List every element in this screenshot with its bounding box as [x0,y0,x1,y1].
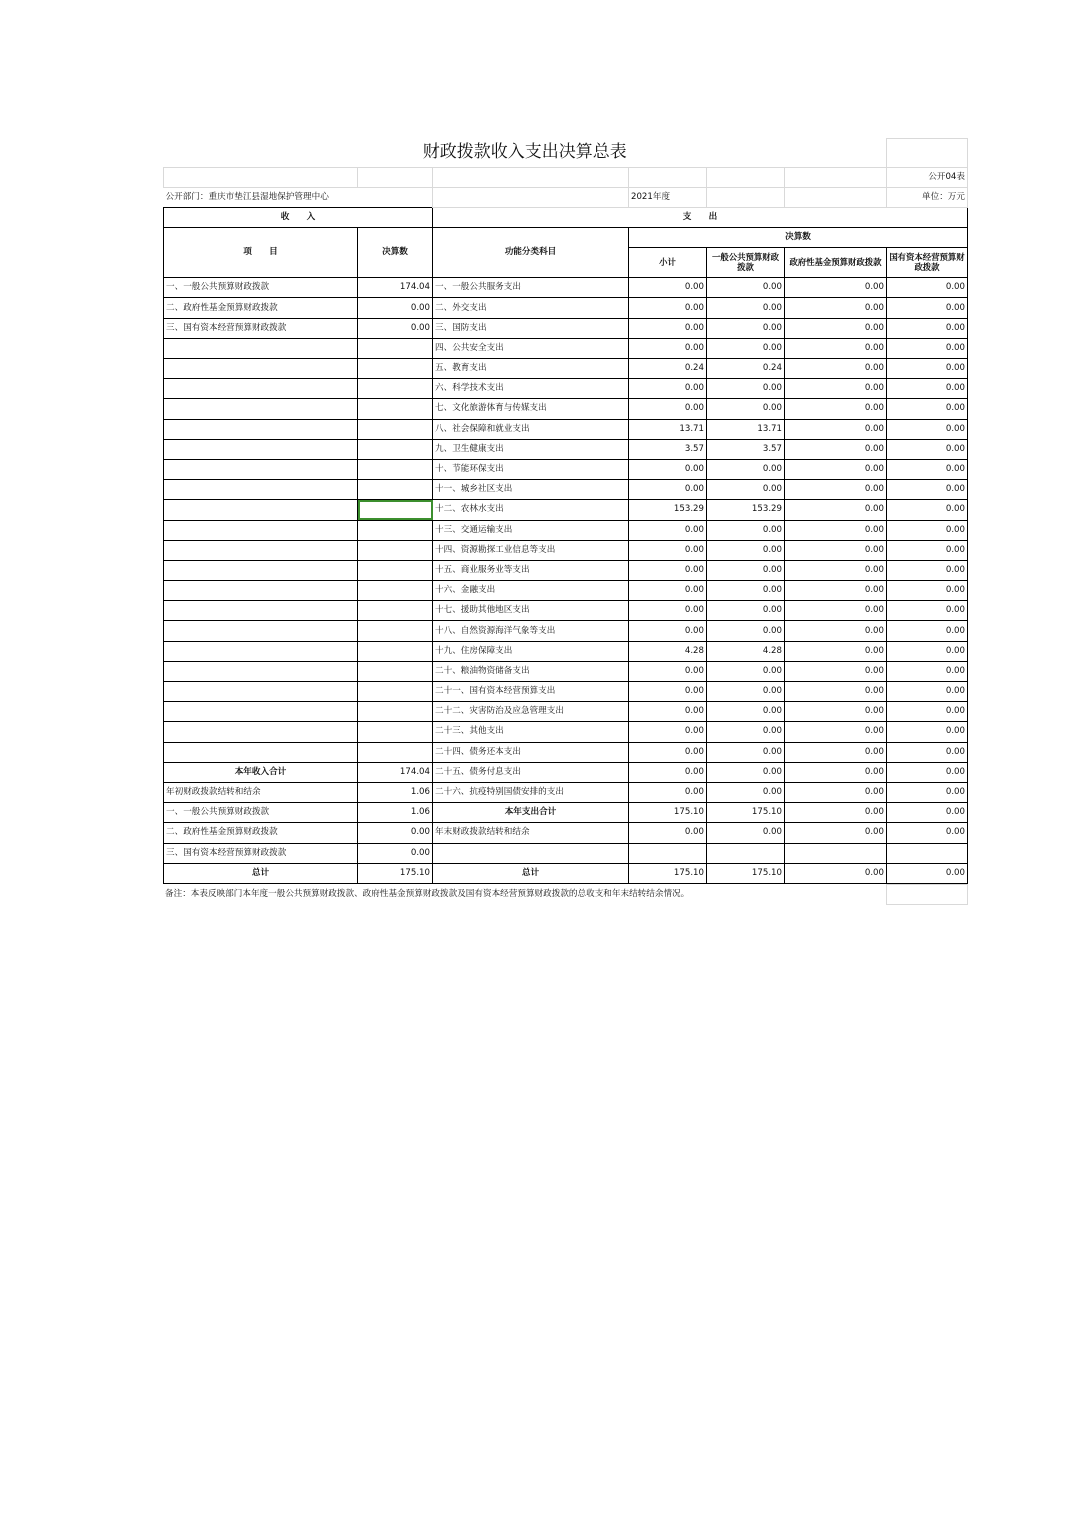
table-row [164,500,968,520]
income-item-cell[interactable]: 总计 [164,863,358,883]
income-amount-cell[interactable]: 174.04 [358,278,433,298]
subtotal-cell[interactable]: 0.00 [629,379,707,399]
general-budget-cell[interactable]: 0.00 [707,399,785,419]
general-budget-cell[interactable]: 0.00 [707,540,785,560]
state-capital-cell[interactable]: 0.00 [887,520,968,540]
spreadsheet [163,138,967,905]
general-budget-cell[interactable]: 3.57 [707,439,785,459]
table-row [164,480,968,500]
general-budget-cell[interactable]: 0.00 [707,601,785,621]
state-capital-cell[interactable]: 0.00 [887,682,968,702]
general-budget-cell[interactable]: 0.00 [707,278,785,298]
subtotal-cell[interactable]: 0.24 [629,359,707,379]
general-budget-cell[interactable]: 0.00 [707,702,785,722]
state-capital-cell[interactable]: 0.00 [887,278,968,298]
form-number: 公开04表 [887,167,968,187]
gov-fund-cell[interactable]: 0.00 [785,682,887,702]
income-header: 收 入 [164,207,433,227]
general-budget-cell[interactable]: 175.10 [707,863,785,883]
gov-fund-cell[interactable]: 0.00 [785,641,887,661]
state-capital-cell[interactable]: 0.00 [887,338,968,358]
gov-fund-cell[interactable]: 0.00 [785,742,887,762]
table-row [164,520,968,540]
expense-item-cell[interactable] [433,843,629,863]
expense-item-cell[interactable]: 十二、农林水支出 [433,500,629,520]
income-item-cell[interactable] [164,581,358,601]
subtotal-cell[interactable]: 0.00 [629,520,707,540]
income-amount-cell[interactable]: 175.10 [358,863,433,883]
table-title: 财政拨款收入支出决算总表 [422,141,627,162]
table-row [164,641,968,661]
gov-fund-cell[interactable]: 0.00 [785,439,887,459]
subtotal-cell[interactable]: 0.00 [629,682,707,702]
state-capital-cell[interactable]: 0.00 [887,540,968,560]
income-item-cell[interactable] [164,742,358,762]
general-budget-cell[interactable]: 0.00 [707,823,785,843]
table-row [164,782,968,802]
subtotal-header: 小计 [629,248,707,278]
expense-item-cell[interactable]: 九、卫生健康支出 [433,439,629,459]
income-amount-cell[interactable] [358,338,433,358]
income-item-cell[interactable] [164,480,358,500]
general-budget-cell[interactable]: 0.00 [707,661,785,681]
table-row [164,863,968,883]
state-capital-cell[interactable]: 0.00 [887,560,968,580]
state-capital-cell[interactable]: 0.00 [887,480,968,500]
state-capital-cell[interactable]: 0.00 [887,359,968,379]
table-row [164,379,968,399]
gov-fund-cell[interactable]: 0.00 [785,782,887,802]
table-row [164,560,968,580]
state-capital-cell[interactable]: 0.00 [887,803,968,823]
table-row [164,278,968,298]
table-row [164,338,968,358]
income-amount-cell[interactable] [358,439,433,459]
gov-fund-cell[interactable]: 0.00 [785,298,887,318]
income-amount-cell[interactable]: 1.06 [358,782,433,802]
gov-fund-cell[interactable]: 0.00 [785,601,887,621]
gov-fund-cell[interactable]: 0.00 [785,338,887,358]
income-amount-cell[interactable] [358,601,433,621]
income-amount-cell[interactable] [358,641,433,661]
income-item-cell[interactable] [164,621,358,641]
general-budget-cell[interactable]: 0.00 [707,520,785,540]
gov-fund-header: 政府性基金预算财政拨款 [785,248,887,278]
subtotal-cell[interactable]: 0.00 [629,338,707,358]
subtotal-cell[interactable]: 0.00 [629,480,707,500]
state-capital-cell[interactable]: 0.00 [887,399,968,419]
gov-fund-cell[interactable]: 0.00 [785,581,887,601]
table-row [164,298,968,318]
gov-fund-cell[interactable]: 0.00 [785,500,887,520]
expense-item-cell[interactable]: 一、一般公共服务支出 [433,278,629,298]
gov-fund-cell[interactable]: 0.00 [785,419,887,439]
state-capital-cell[interactable]: 0.00 [887,298,968,318]
state-capital-cell[interactable]: 0.00 [887,782,968,802]
subtotal-cell[interactable]: 0.00 [629,823,707,843]
gov-fund-cell[interactable] [785,843,887,863]
general-budget-cell[interactable]: 153.29 [707,500,785,520]
item-header: 项 目 [164,228,358,278]
general-budget-cell[interactable]: 0.00 [707,318,785,338]
state-capital-cell[interactable]: 0.00 [887,722,968,742]
table-row [164,621,968,641]
subtotal-cell[interactable]: 0.00 [629,702,707,722]
income-item-cell[interactable] [164,520,358,540]
expense-item-cell[interactable]: 十七、援助其他地区支出 [433,601,629,621]
table-row [164,359,968,379]
state-capital-cell[interactable]: 0.00 [887,621,968,641]
income-amount-cell[interactable] [358,399,433,419]
state-capital-cell[interactable]: 0.00 [887,581,968,601]
table-row [164,682,968,702]
state-capital-cell[interactable]: 0.00 [887,500,968,520]
income-item-cell[interactable] [164,399,358,419]
table-row [164,702,968,722]
expense-item-cell[interactable]: 十九、住房保障支出 [433,641,629,661]
state-capital-cell[interactable]: 0.00 [887,379,968,399]
subtotal-cell[interactable]: 13.71 [629,419,707,439]
subtotal-cell[interactable]: 0.00 [629,742,707,762]
subtotal-cell[interactable]: 0.00 [629,762,707,782]
income-item-cell[interactable]: 三、国有资本经营预算财政拨款 [164,318,358,338]
general-budget-header: 一般公共预算财政拨款 [707,248,785,278]
income-item-cell[interactable] [164,439,358,459]
expense-header: 支 出 [433,207,968,227]
gov-fund-cell[interactable]: 0.00 [785,661,887,681]
general-budget-cell[interactable]: 4.28 [707,641,785,661]
general-budget-cell[interactable]: 13.71 [707,419,785,439]
expense-item-cell[interactable]: 六、科学技术支出 [433,379,629,399]
subtotal-cell[interactable]: 0.00 [629,399,707,419]
general-budget-cell[interactable]: 0.00 [707,560,785,580]
subtotal-cell[interactable]: 4.28 [629,641,707,661]
income-amount-cell[interactable]: 174.04 [358,762,433,782]
gov-fund-cell[interactable]: 0.00 [785,863,887,883]
income-amount-cell[interactable] [358,682,433,702]
general-budget-cell[interactable]: 0.00 [707,480,785,500]
table-row [164,439,968,459]
gov-fund-cell[interactable]: 0.00 [785,520,887,540]
gov-fund-cell[interactable]: 0.00 [785,379,887,399]
income-item-cell[interactable]: 一、一般公共预算财政拨款 [164,278,358,298]
year-label: 2021年度 [629,187,707,207]
income-item-cell[interactable] [164,641,358,661]
expense-item-cell[interactable]: 十八、自然资源海洋气象等支出 [433,621,629,641]
table-row [164,762,968,782]
general-budget-cell[interactable]: 175.10 [707,803,785,823]
table-row [164,419,968,439]
table-row [164,540,968,560]
subtotal-cell[interactable]: 153.29 [629,500,707,520]
income-amount-cell[interactable] [358,661,433,681]
amount-header: 决算数 [358,228,433,278]
subtotal-cell[interactable]: 0.00 [629,459,707,479]
subtotal-cell[interactable]: 175.10 [629,803,707,823]
expense-item-cell[interactable]: 二十六、抗疫特别国债安排的支出 [433,782,629,802]
subtotal-cell[interactable]: 0.00 [629,581,707,601]
expense-item-cell[interactable]: 十六、金融支出 [433,581,629,601]
income-item-cell[interactable] [164,500,358,520]
gov-fund-cell[interactable]: 0.00 [785,621,887,641]
table-row [164,601,968,621]
subtotal-cell[interactable]: 3.57 [629,439,707,459]
income-amount-cell[interactable]: 0.00 [358,823,433,843]
gov-fund-cell[interactable]: 0.00 [785,540,887,560]
subtotal-cell[interactable]: 0.00 [629,601,707,621]
gov-fund-cell[interactable]: 0.00 [785,318,887,338]
state-capital-cell[interactable]: 0.00 [887,863,968,883]
general-budget-cell[interactable] [707,843,785,863]
state-capital-cell[interactable]: 0.00 [887,661,968,681]
income-amount-cell[interactable]: 0.00 [358,843,433,863]
gov-fund-cell[interactable]: 0.00 [785,359,887,379]
state-capital-cell[interactable] [887,843,968,863]
table-note: 备注：本表反映部门本年度一般公共预算财政拨款、政府性基金预算财政拨款及国有资本经营预算财政拨款的总收支和年末结转结余情况。 [165,888,690,899]
expense-item-cell[interactable]: 本年支出合计 [433,803,629,823]
table-row [164,803,968,823]
expense-item-cell[interactable]: 十一、城乡社区支出 [433,480,629,500]
gov-fund-cell[interactable]: 0.00 [785,702,887,722]
function-category-header: 功能分类科目 [433,228,629,278]
table-row [164,399,968,419]
income-item-cell[interactable] [164,702,358,722]
income-amount-cell[interactable] [358,500,433,520]
expense-item-cell[interactable]: 五、教育支出 [433,359,629,379]
expense-item-cell[interactable]: 三、国防支出 [433,318,629,338]
general-budget-cell[interactable]: 0.00 [707,581,785,601]
income-amount-cell[interactable] [358,722,433,742]
expense-item-cell[interactable]: 二十四、债务还本支出 [433,742,629,762]
income-amount-cell[interactable] [358,520,433,540]
general-budget-cell[interactable]: 0.24 [707,359,785,379]
general-budget-cell[interactable]: 0.00 [707,762,785,782]
expense-item-cell[interactable]: 二十一、国有资本经营预算支出 [433,682,629,702]
income-item-cell[interactable] [164,601,358,621]
income-item-cell[interactable] [164,338,358,358]
general-budget-cell[interactable]: 0.00 [707,742,785,762]
income-item-cell[interactable] [164,560,358,580]
state-capital-cell[interactable]: 0.00 [887,823,968,843]
general-budget-cell[interactable]: 0.00 [707,338,785,358]
subtotal-cell[interactable]: 0.00 [629,661,707,681]
state-capital-cell[interactable]: 0.00 [887,601,968,621]
income-amount-cell[interactable]: 1.06 [358,803,433,823]
table-row [164,722,968,742]
state-capital-cell[interactable]: 0.00 [887,762,968,782]
expense-item-cell[interactable]: 二十三、其他支出 [433,722,629,742]
expense-item-cell[interactable]: 十五、商业服务业等支出 [433,560,629,580]
general-budget-cell[interactable]: 0.00 [707,682,785,702]
income-item-cell[interactable] [164,379,358,399]
general-budget-cell[interactable]: 0.00 [707,782,785,802]
subtotal-cell[interactable]: 0.00 [629,540,707,560]
gov-fund-cell[interactable]: 0.00 [785,823,887,843]
table-row [164,823,968,843]
income-amount-cell[interactable] [358,742,433,762]
income-amount-cell[interactable]: 0.00 [358,298,433,318]
gov-fund-cell[interactable]: 0.00 [785,399,887,419]
gov-fund-cell[interactable]: 0.00 [785,480,887,500]
table-row [164,318,968,338]
income-item-cell[interactable] [164,682,358,702]
expense-item-cell[interactable]: 七、文化旅游体育与传媒支出 [433,399,629,419]
gov-fund-cell[interactable]: 0.00 [785,722,887,742]
general-budget-cell[interactable]: 0.00 [707,722,785,742]
state-capital-cell[interactable]: 0.00 [887,459,968,479]
expense-item-cell[interactable]: 总计 [433,863,629,883]
subtotal-cell[interactable] [629,843,707,863]
gov-fund-cell[interactable]: 0.00 [785,803,887,823]
department-label: 公开部门：重庆市垫江县湿地保护管理中心 [165,191,329,202]
income-amount-cell[interactable] [358,480,433,500]
gov-fund-cell[interactable]: 0.00 [785,278,887,298]
expense-item-cell[interactable]: 十三、交通运输支出 [433,520,629,540]
table-row [164,661,968,681]
unit-label: 单位：万元 [887,187,968,207]
table-row [164,843,968,863]
income-amount-cell[interactable] [358,540,433,560]
gov-fund-cell[interactable]: 0.00 [785,560,887,580]
state-capital-cell[interactable]: 0.00 [887,641,968,661]
income-amount-cell[interactable] [358,459,433,479]
expense-item-cell[interactable]: 十四、资源勘探工业信息等支出 [433,540,629,560]
gov-fund-cell[interactable]: 0.00 [785,459,887,479]
state-capital-cell[interactable]: 0.00 [887,702,968,722]
expense-item-cell[interactable]: 十、节能环保支出 [433,459,629,479]
state-capital-cell[interactable]: 0.00 [887,419,968,439]
subtotal-cell[interactable]: 0.00 [629,782,707,802]
income-item-cell[interactable]: 二、政府性基金预算财政拨款 [164,823,358,843]
expense-item-cell[interactable]: 二十五、债务付息支出 [433,762,629,782]
note-table [163,884,968,905]
expense-item-cell[interactable]: 八、社会保障和就业支出 [433,419,629,439]
state-capital-cell[interactable]: 0.00 [887,742,968,762]
subtotal-cell[interactable]: 0.00 [629,560,707,580]
income-item-cell[interactable]: 一、一般公共预算财政拨款 [164,803,358,823]
income-item-cell[interactable] [164,540,358,560]
income-item-cell[interactable] [164,459,358,479]
final-amount-header: 决算数 [629,228,968,248]
table-row [164,459,968,479]
subtotal-cell[interactable]: 0.00 [629,278,707,298]
table-row [164,581,968,601]
general-budget-cell[interactable]: 0.00 [707,298,785,318]
expense-item-cell[interactable]: 二十、粮油物资储备支出 [433,661,629,681]
income-amount-cell[interactable] [358,702,433,722]
subtotal-cell[interactable]: 0.00 [629,621,707,641]
state-capital-header: 国有资本经营预算财政拨款 [887,248,968,278]
expense-item-cell[interactable]: 年末财政拨款结转和结余 [433,823,629,843]
income-item-cell[interactable]: 年初财政拨款结转和结余 [164,782,358,802]
income-amount-cell[interactable] [358,379,433,399]
expense-item-cell[interactable]: 四、公共安全支出 [433,338,629,358]
state-capital-cell[interactable]: 0.00 [887,439,968,459]
income-item-cell[interactable]: 二、政府性基金预算财政拨款 [164,298,358,318]
general-budget-cell[interactable]: 0.00 [707,621,785,641]
income-amount-cell[interactable] [358,581,433,601]
table-row [164,742,968,762]
subtotal-cell[interactable]: 0.00 [629,318,707,338]
state-capital-cell[interactable]: 0.00 [887,318,968,338]
income-item-cell[interactable] [164,359,358,379]
income-amount-cell[interactable] [358,419,433,439]
income-item-cell[interactable] [164,661,358,681]
subtotal-cell[interactable]: 0.00 [629,722,707,742]
income-item-cell[interactable]: 本年收入合计 [164,762,358,782]
gov-fund-cell[interactable]: 0.00 [785,762,887,782]
empty-cell[interactable] [887,139,968,168]
general-budget-cell[interactable]: 0.00 [707,459,785,479]
income-item-cell[interactable] [164,419,358,439]
expense-item-cell[interactable]: 二、外交支出 [433,298,629,318]
income-amount-cell[interactable] [358,621,433,641]
subtotal-cell[interactable]: 175.10 [629,863,707,883]
subtotal-cell[interactable]: 0.00 [629,298,707,318]
general-budget-cell[interactable]: 0.00 [707,379,785,399]
income-amount-cell[interactable]: 0.00 [358,318,433,338]
expense-item-cell[interactable]: 二十二、灾害防治及应急管理支出 [433,702,629,722]
income-amount-cell[interactable] [358,359,433,379]
budget-table [163,138,968,884]
income-amount-cell[interactable] [358,560,433,580]
income-item-cell[interactable]: 三、国有资本经营预算财政拨款 [164,843,358,863]
income-item-cell[interactable] [164,722,358,742]
